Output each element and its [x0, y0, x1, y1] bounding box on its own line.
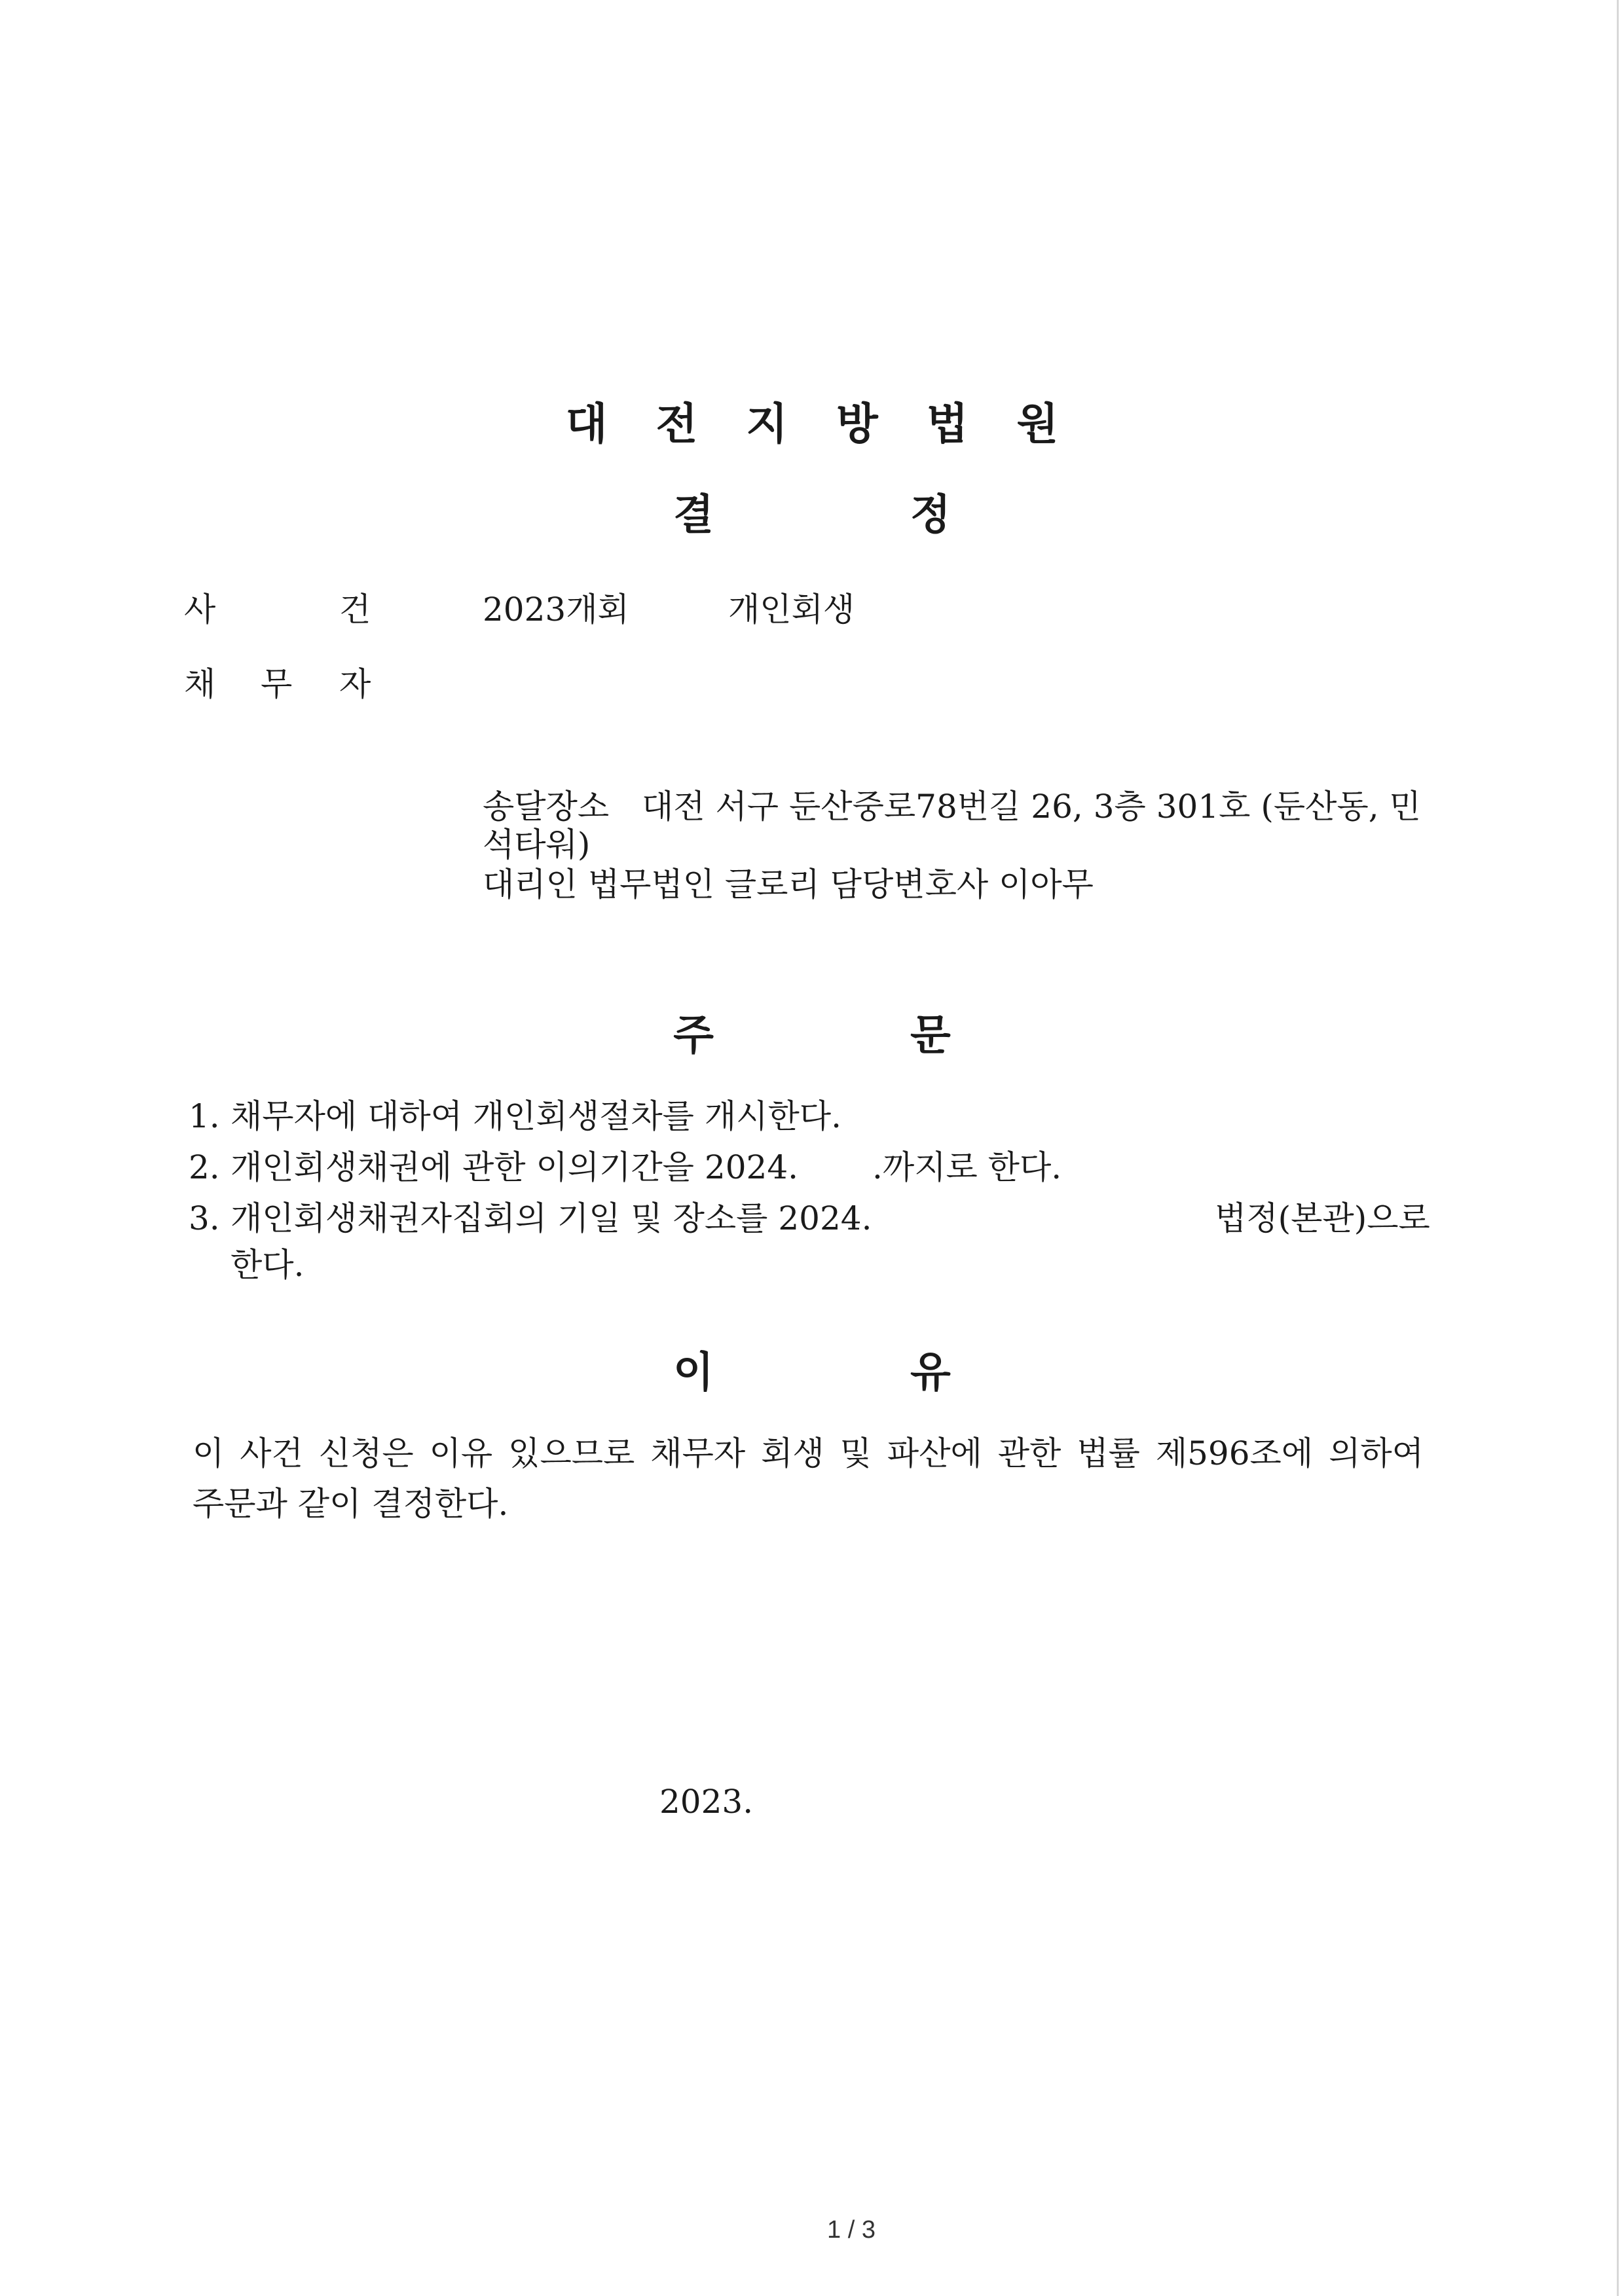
court-name	[0, 389, 1624, 451]
heading-char: 결	[673, 491, 714, 539]
reason-text-line1: 이 사건 신청은 이유 있으므로 채무자 회생 및 파산에 관한 법률 제596조에 의하여	[193, 1434, 1424, 1472]
heading-char: 이	[673, 1349, 714, 1397]
court-name-char: 법	[926, 399, 969, 449]
delivery-label: 송달장소	[483, 788, 610, 826]
debtor-label-char: 무	[261, 665, 293, 703]
order-item-text: 개인회생채권에 관한 이의기간을 2024.	[231, 1148, 799, 1186]
order-item-number: 1.	[189, 1097, 220, 1135]
order-item-text: 개인회생채권자집회의 기일 및 장소를 2024.	[231, 1199, 872, 1237]
case-type: 개인회생	[728, 591, 855, 629]
debtor-label-char: 자	[339, 665, 371, 703]
heading-char: 정	[910, 491, 951, 539]
order-item-text: 한다.	[231, 1246, 304, 1284]
order-item-text: .까지로 한다.	[872, 1148, 1062, 1186]
order-item-text: 채무자에 대하여 개인회생절차를 개시한다.	[231, 1097, 841, 1135]
page-number: 1 / 3	[827, 2216, 876, 2244]
heading-char: 주	[673, 1011, 714, 1060]
delivery-address-line1: 대전 서구 둔산중로78번길 26, 3층 301호 (둔산동, 민	[642, 788, 1421, 826]
case-number: 2023개회	[483, 591, 629, 629]
order-item-text: 법정(본관)으로	[1215, 1199, 1430, 1237]
order-item-number: 2.	[189, 1148, 220, 1186]
court-name-char: 방	[836, 399, 878, 449]
court-name-char: 전	[655, 399, 698, 449]
decision-date: 2023.	[659, 1783, 754, 1821]
case-label-char: 사	[184, 591, 216, 629]
delivery-address-line2: 석타워)	[483, 826, 591, 864]
scan-edge-line	[1617, 0, 1619, 2296]
legal-agent: 대리인 법무법인 글로리 담당변호사 이아무	[483, 866, 1094, 903]
heading-char: 문	[910, 1011, 951, 1060]
reason-heading	[0, 1339, 1624, 1399]
court-name-char: 지	[746, 399, 788, 449]
court-name-char: 대	[565, 399, 608, 449]
case-label-char: 건	[339, 591, 371, 629]
reason-text-line2: 주문과 같이 결정한다.	[193, 1485, 509, 1523]
court-name-char: 원	[1016, 399, 1059, 449]
debtor-label-char: 채	[184, 665, 216, 703]
order-item-number: 3.	[189, 1199, 220, 1237]
order-heading	[0, 1002, 1624, 1062]
heading-char: 유	[910, 1349, 951, 1397]
document-type-heading	[0, 481, 1624, 541]
